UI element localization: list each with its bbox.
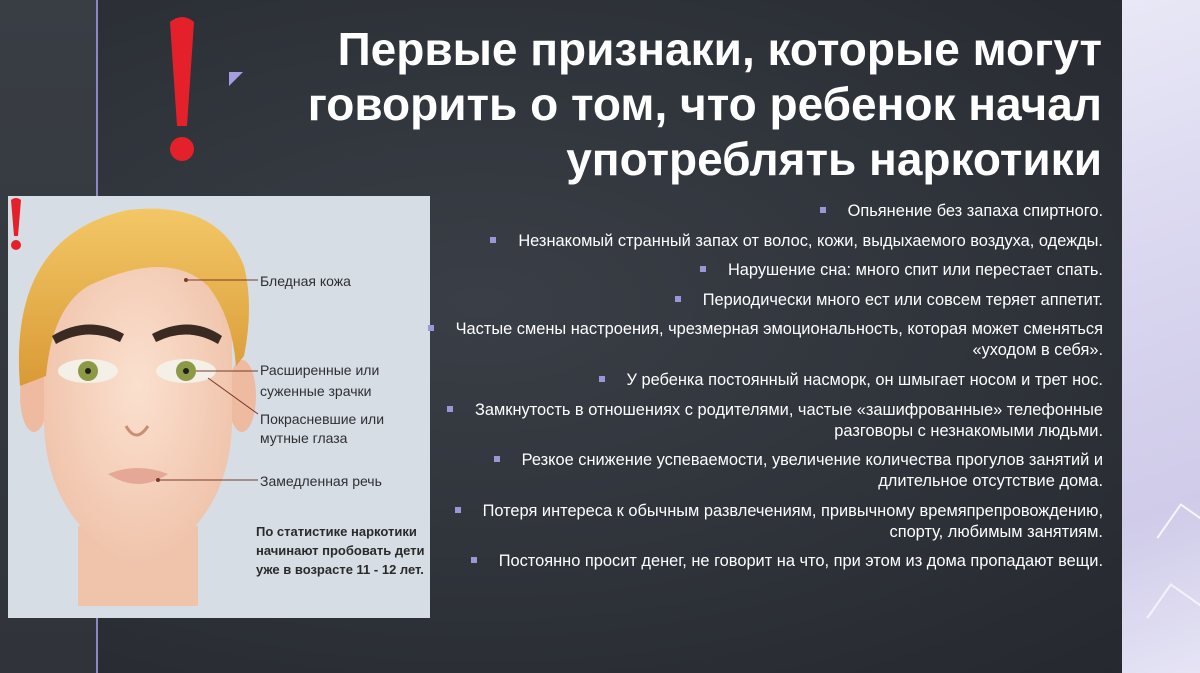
list-item bbox=[423, 450, 1103, 492]
slide-title: Первые признаки, которые могут говорить о том, что ребенок начал употреблять наркотики bbox=[307, 23, 1102, 185]
label-pale-skin: Бледная кожа bbox=[260, 273, 351, 289]
label-eyes-line1: Покрасневшие или bbox=[260, 411, 385, 427]
decor-chevron bbox=[1156, 503, 1200, 579]
face-illustration bbox=[8, 196, 430, 618]
list-item-text: Частые смены настроения, чрезмерная эмоциональность, которая может сменяться «уходом в себя». bbox=[455, 320, 1103, 360]
list-item-text: Периодически много ест или совсем теряет аппетит. bbox=[702, 290, 1103, 309]
list-item-text: Замкнутость в отношениях с родителями, частые «зашифрованные» телефонные разговоры с незнакомыми людьми. bbox=[475, 400, 1103, 440]
bullet-icon bbox=[700, 266, 706, 272]
bullet-icon bbox=[428, 325, 434, 331]
right-decor-panel bbox=[1122, 0, 1200, 673]
statistics-note-line: уже в возрасте 11 - 12 лет. bbox=[256, 562, 424, 577]
bullet-icon bbox=[820, 207, 826, 213]
list-item-text: Потеря интереса к обычным развлечениям, привычному времяпрепровождению, спорту, любимым занятиям. bbox=[482, 501, 1103, 541]
list-item bbox=[423, 370, 1103, 391]
bullet-icon bbox=[490, 237, 496, 243]
list-item bbox=[423, 260, 1103, 281]
list-item-text: Незнакомый странный запах от волос, кожи, выдыхаемого воздуха, одежды. bbox=[518, 231, 1103, 250]
exclamation-mark-icon bbox=[160, 8, 204, 168]
list-item bbox=[423, 201, 1103, 222]
list-item bbox=[423, 231, 1103, 252]
statistics-note-line: По статистике наркотики bbox=[256, 524, 417, 539]
list-item bbox=[423, 551, 1103, 572]
label-pupils-line2: суженные зрачки bbox=[260, 383, 372, 399]
statistics-note bbox=[256, 522, 426, 579]
decor-chevron bbox=[1146, 583, 1200, 659]
list-item bbox=[423, 319, 1103, 361]
list-item-text: Постоянно просит денег, не говорит на что, при этом из дома пропадают вещи. bbox=[498, 552, 1103, 571]
list-item-text: Резкое снижение успеваемости, увеличение количества прогулов занятий и длительное отсутствие дома. bbox=[521, 451, 1103, 491]
list-item bbox=[423, 501, 1103, 543]
bullet-icon bbox=[471, 557, 477, 563]
bullet-icon bbox=[599, 376, 605, 382]
label-slow-speech: Замедленная речь bbox=[260, 473, 382, 489]
statistics-note-line: начинают пробовать дети bbox=[256, 543, 425, 558]
list-item bbox=[423, 400, 1103, 442]
signs-list bbox=[423, 201, 1103, 581]
list-item-text: Нарушение сна: много спит или перестает спать. bbox=[727, 261, 1103, 280]
label-pupils-line1: Расширенные или bbox=[260, 362, 380, 378]
label-eyes-line2: мутные глаза bbox=[260, 430, 348, 446]
list-item-text: Опьянение без запаха спиртного. bbox=[847, 202, 1103, 220]
exclamation-mark-icon bbox=[8, 196, 24, 252]
bullet-icon bbox=[447, 406, 453, 412]
list-item bbox=[423, 290, 1103, 311]
bullet-icon bbox=[455, 507, 461, 513]
bullet-icon bbox=[494, 456, 500, 462]
list-item-text: У ребенка постоянный насморк, он шмыгает носом и трет нос. bbox=[626, 370, 1103, 389]
bullet-icon bbox=[675, 296, 681, 302]
